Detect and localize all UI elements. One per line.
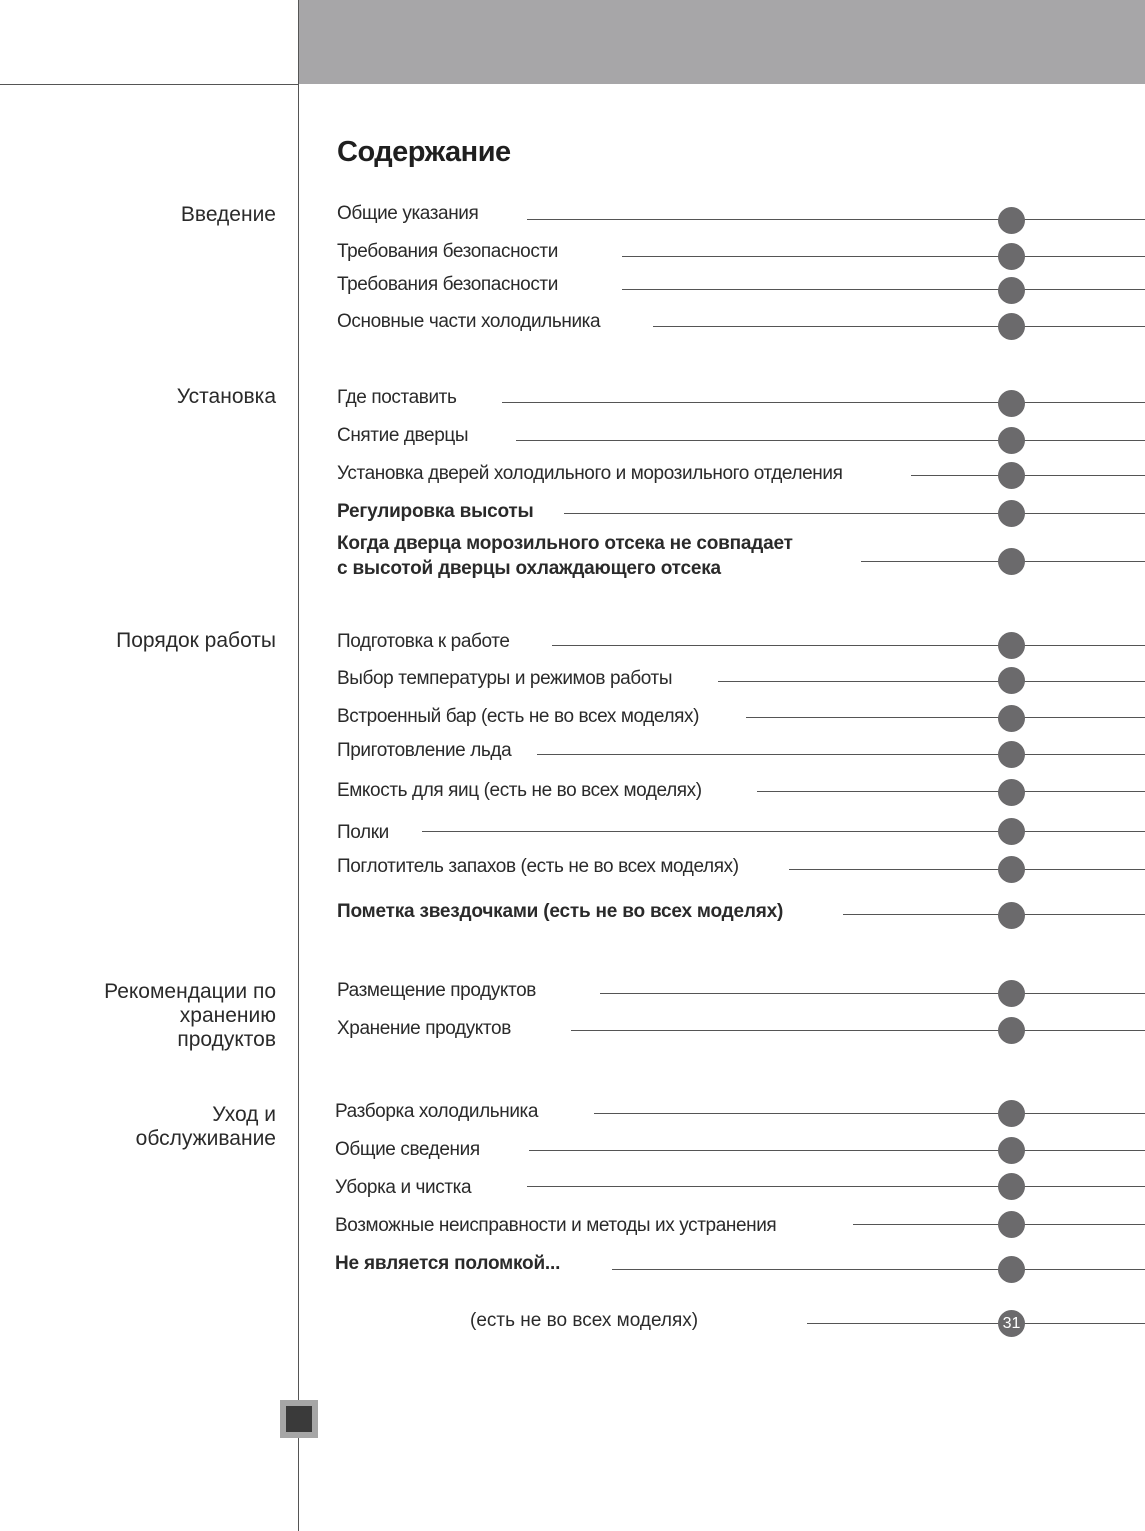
page-number-marker bbox=[998, 632, 1025, 659]
leader-line bbox=[746, 717, 1145, 718]
page-number-marker bbox=[998, 207, 1025, 234]
page-number-marker bbox=[998, 1256, 1025, 1283]
leader-line bbox=[718, 681, 1145, 682]
leader-line bbox=[843, 914, 1145, 915]
corner-marker-inner bbox=[286, 1406, 312, 1432]
page-number-marker bbox=[998, 1211, 1025, 1238]
leader-line bbox=[537, 754, 1145, 755]
toc-entry-disassembly[interactable]: Разборка холодильника bbox=[335, 1101, 539, 1122]
section-introduction: Введение bbox=[180, 203, 276, 226]
section-operation: Порядок работы bbox=[116, 629, 276, 652]
leader-line bbox=[571, 1030, 1145, 1031]
page-number-marker bbox=[998, 277, 1025, 304]
page-number-marker bbox=[998, 902, 1025, 929]
toc-entry-height-adjustment[interactable]: Регулировка высоты bbox=[337, 501, 534, 522]
corner-marker bbox=[280, 1400, 318, 1438]
leader-line bbox=[807, 1323, 1145, 1324]
leader-line bbox=[594, 1113, 1145, 1114]
toc-entry-door-installation[interactable]: Установка дверей холодильного и морозильного отделения bbox=[337, 463, 843, 484]
toc-entry-temperature-selection[interactable]: Выбор температуры и режимов работы bbox=[337, 668, 673, 689]
section-installation: Установка bbox=[176, 385, 276, 408]
page-number-marker bbox=[998, 1137, 1025, 1164]
page-number-marker bbox=[998, 548, 1025, 575]
page-number-marker bbox=[998, 1173, 1025, 1200]
page-number-marker bbox=[998, 427, 1025, 454]
leader-line bbox=[527, 219, 1145, 220]
page-number-marker bbox=[998, 779, 1025, 806]
leader-line bbox=[527, 1186, 1145, 1187]
toc-entry-troubleshooting[interactable]: Возможные неисправности и методы их устранения bbox=[335, 1215, 777, 1236]
page-number-marker bbox=[998, 462, 1025, 489]
toc-entry-safety-2[interactable]: Требования безопасности bbox=[337, 274, 558, 295]
leader-line bbox=[564, 513, 1145, 514]
page-number-marker: 31 bbox=[998, 1310, 1025, 1337]
toc-entry-door-removal[interactable]: Снятие дверцы bbox=[337, 425, 469, 446]
toc-entry-egg-container[interactable]: Емкость для яиц (есть не во всех моделях) bbox=[337, 780, 702, 801]
toc-entry-not-a-malfunction[interactable]: Не является поломкой... bbox=[335, 1253, 561, 1274]
leader-line bbox=[757, 791, 1145, 792]
toc-entry-general-info[interactable]: Общие сведения bbox=[335, 1139, 480, 1160]
page-number-marker bbox=[998, 818, 1025, 845]
toc-entry-cleaning[interactable]: Уборка и чистка bbox=[335, 1177, 472, 1198]
toc-entry-odor-absorber[interactable]: Поглотитель запахов (есть не во всех моделях) bbox=[337, 856, 739, 877]
leader-line bbox=[612, 1269, 1145, 1270]
page-number-marker bbox=[998, 1017, 1025, 1044]
page-number-marker bbox=[998, 313, 1025, 340]
leader-line bbox=[789, 869, 1145, 870]
toc-entry-main-parts[interactable]: Основные части холодильника bbox=[337, 311, 601, 332]
toc-entry-model-note[interactable]: (есть не во всех моделях) bbox=[470, 1310, 699, 1331]
page-number-marker bbox=[998, 390, 1025, 417]
toc-entry-built-in-bar[interactable]: Встроенный бар (есть не во всех моделях) bbox=[337, 706, 700, 727]
leader-line bbox=[502, 402, 1145, 403]
page-number-marker bbox=[998, 243, 1025, 270]
page-number-marker bbox=[998, 741, 1025, 768]
header-divider bbox=[0, 84, 299, 85]
page-title: Содержание bbox=[337, 136, 511, 168]
toc-entry-general-instructions[interactable]: Общие указания bbox=[337, 203, 479, 224]
toc-entry-star-marking[interactable]: Пометка звездочками (есть не во всех моделях) bbox=[337, 901, 784, 922]
page-number-marker bbox=[998, 705, 1025, 732]
page-number-marker bbox=[998, 1100, 1025, 1127]
page-number-marker bbox=[998, 980, 1025, 1007]
header-band bbox=[299, 0, 1145, 84]
leader-line bbox=[529, 1150, 1145, 1151]
leader-line bbox=[516, 440, 1145, 441]
page-number-marker bbox=[998, 500, 1025, 527]
toc-entry-food-storage[interactable]: Хранение продуктов bbox=[337, 1018, 511, 1039]
page-number-marker bbox=[998, 667, 1025, 694]
leader-line bbox=[622, 289, 1145, 290]
toc-entry-safety-1[interactable]: Требования безопасности bbox=[337, 241, 558, 262]
margin-divider bbox=[298, 0, 299, 1531]
leader-line bbox=[622, 256, 1145, 257]
toc-entry-door-misalignment[interactable]: Когда дверца морозильного отсека не совпадает с высотой дверцы охлаждающего отсека bbox=[337, 533, 793, 579]
toc-entry-food-placement[interactable]: Размещение продуктов bbox=[337, 980, 536, 1001]
toc-entry-ice-making[interactable]: Приготовление льда bbox=[337, 740, 512, 761]
leader-line bbox=[422, 831, 1145, 832]
section-care-maintenance: Уход и обслуживание bbox=[135, 1103, 276, 1150]
leader-line bbox=[552, 645, 1145, 646]
page-number-marker bbox=[998, 856, 1025, 883]
leader-line bbox=[653, 326, 1145, 327]
toc-entry-preparation[interactable]: Подготовка к работе bbox=[337, 631, 510, 652]
leader-line bbox=[600, 993, 1145, 994]
section-storage-recommendations: Рекомендации по хранению продуктов bbox=[104, 980, 276, 1051]
toc-entry-where-to-place[interactable]: Где поставить bbox=[337, 387, 457, 408]
leader-line bbox=[911, 475, 1145, 476]
toc-entry-shelves[interactable]: Полки bbox=[337, 822, 389, 843]
